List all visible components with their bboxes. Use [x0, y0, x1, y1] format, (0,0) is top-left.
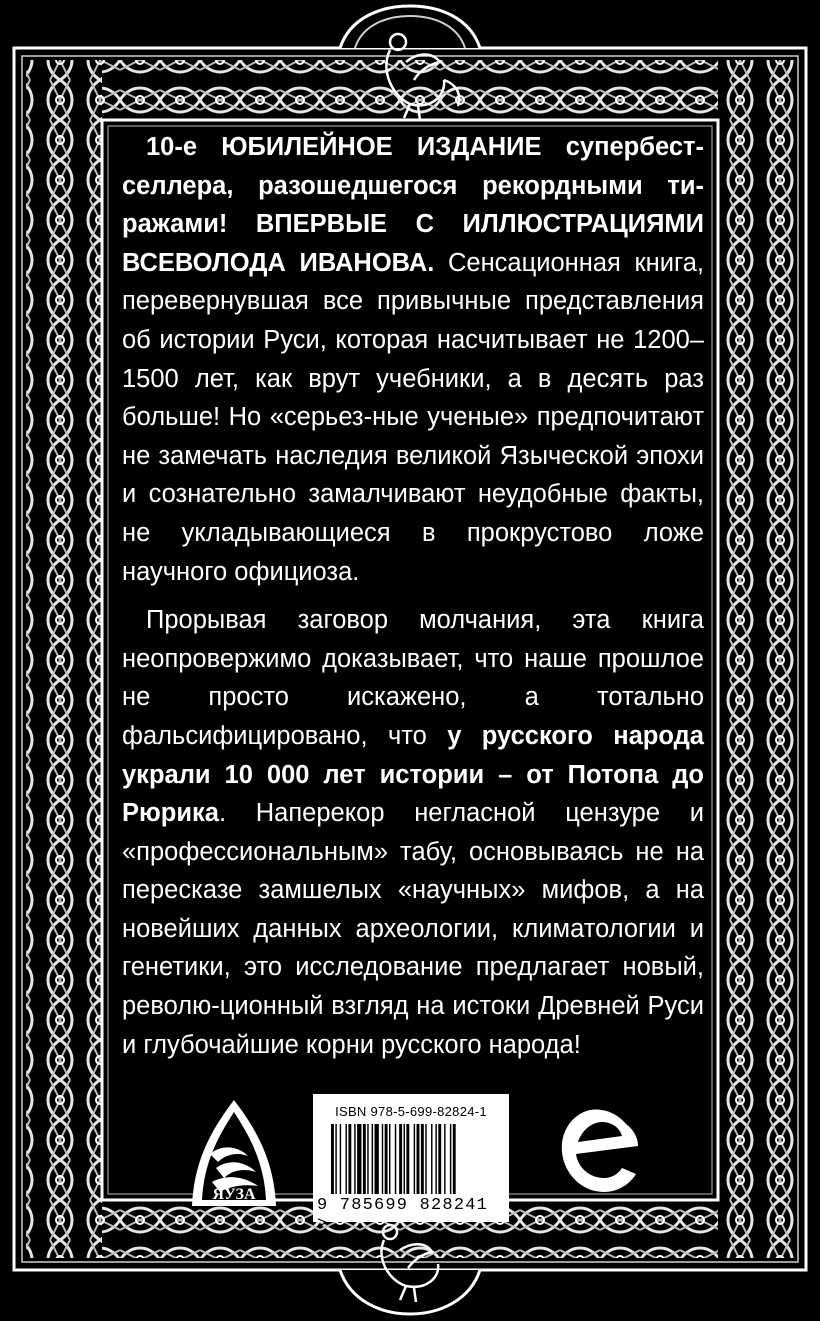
barcode-bar: [346, 1124, 347, 1194]
barcode-bar: [421, 1124, 424, 1194]
isbn-barcode: [313, 1094, 509, 1234]
barcode-bar: [382, 1124, 383, 1194]
barcode-bar: [404, 1124, 405, 1194]
barcode-bar: [414, 1124, 415, 1194]
yauza-logo-text: ЯУЗА: [212, 1186, 256, 1203]
blurb-paragraph-1: [122, 128, 704, 591]
blurb-text: [122, 128, 704, 1064]
barcode-bar: [435, 1124, 436, 1194]
blurb-p2-bold: у русского народа украли 10 000 лет истории – от Потопа до Рюрика: [122, 721, 704, 828]
blurb-p1-rest: Сенсационная книга, перевернувшая все привычные представления об истории Руси, которая насчитывает не 1200–1500 лет, как врут учебники, а в десять раз больше! Но «серьез-ные ученые» предпочитают не замечать наследия великой Языческой эпохи и сознательно замалчивают неудобные факты, не укладывающиеся в прокрустово ложе научного официоза.: [122, 248, 704, 586]
barcode-bar: [354, 1124, 355, 1194]
isbn-digits: 9 785699 828241 >: [317, 1196, 489, 1234]
blurb-paragraph-2: [122, 601, 704, 1064]
barcode-bar: [357, 1124, 361, 1194]
barcode-bar: [450, 1124, 451, 1194]
barcode-bar: [331, 1124, 334, 1194]
barcode-bar: [372, 1124, 373, 1194]
barcode-bar: [385, 1124, 388, 1194]
barcode-bar: [375, 1124, 379, 1194]
barcode-bar: [438, 1124, 441, 1194]
barcode-bar: [444, 1124, 445, 1194]
barcode-bar: [399, 1124, 402, 1194]
barcode-bar: [389, 1124, 390, 1194]
barcode-bar: [406, 1124, 409, 1194]
barcode-bar: [417, 1124, 420, 1194]
barcode-bars: [331, 1124, 491, 1194]
barcode-bar: [431, 1124, 432, 1194]
barcode-bar: [348, 1124, 351, 1194]
yauza-publisher-logo: [186, 1096, 282, 1214]
barcode-bar: [340, 1124, 341, 1194]
blurb-p2-start: Прорывая заговор молчания, эта книга неопровержимо доказывает, что наше прошлое не просто искажено, а тотально фальсифицировано, что: [122, 606, 704, 750]
isbn-label: ISBN 978-5-699-82824-1: [335, 1104, 487, 1119]
blurb-bold-intro: 10-е ЮБИЛЕЙНОЕ ИЗДАНИЕ супербест-селлера, разошедшегося рекордными ти-ражами! ВПЕРВЫЕ С ИЛЛЮСТРАЦИЯМИ ВСЕВОЛОДА ИВАНОВА.: [122, 133, 704, 277]
barcode-bar: [453, 1124, 456, 1194]
barcode-bar: [425, 1124, 426, 1194]
barcode-bar: [335, 1124, 336, 1194]
barcode-bar: [367, 1124, 368, 1194]
barcode-bar: [363, 1124, 366, 1194]
barcode-bar: [395, 1124, 396, 1194]
blurb-p2-rest: . Наперекор негласной цензуре и «профессиональным» табу, основываясь не на пересказе замшелых «научных» мифов, а на новейших данных археологии, климатологии и генетики, это исследование предлагает новый, револю-ционный взгляд на истоки Древней Руси и глубочайшие корни русского народа!: [122, 799, 704, 1059]
eksmo-publisher-logo-icon: [556, 1102, 644, 1200]
